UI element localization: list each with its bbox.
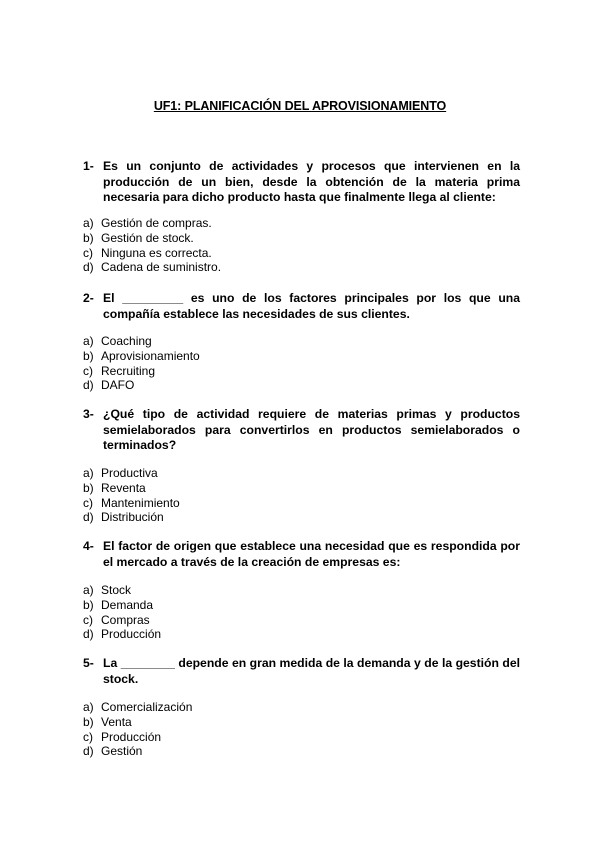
- option-letter: a): [83, 334, 94, 348]
- option-a: [83, 466, 180, 481]
- option-text: Demanda: [101, 597, 154, 612]
- option-d: [83, 744, 192, 759]
- option-letter: d): [83, 627, 94, 642]
- document-title: UF1: PLANIFICACIÓN DEL APROVISIONAMIENTO: [153, 99, 447, 113]
- option-letter: d): [83, 260, 94, 275]
- question-text: Es un conjunto de actividades y procesos que intervienen en la producción de un bien, desde la obtención de la materia prima necesaria para dicho producto hasta que finalmente llega al cliente:: [103, 159, 520, 204]
- question-text: La ________ depende en gran medida de la demanda y de la gestión del stock.: [103, 656, 520, 686]
- option-a: [83, 334, 200, 349]
- question-number: 5-: [83, 656, 94, 670]
- option-text: Comercialización: [101, 700, 193, 714]
- option-a: [83, 216, 221, 231]
- option-letter: b): [83, 348, 94, 363]
- question-2: [83, 291, 520, 322]
- question-5-options: [83, 700, 192, 759]
- option-text: Coaching: [101, 334, 152, 348]
- question-text: ¿Qué tipo de actividad requiere de materias primas y productos semielaborados para convertirlos en productos semielaborados o terminados?: [103, 407, 520, 452]
- option-c: [83, 496, 180, 511]
- option-text: Reventa: [101, 480, 146, 495]
- question-1-options: [83, 216, 221, 275]
- question-text: El factor de origen que establece una necesidad que es respondida por el mercado a través de la creación de empresas es:: [103, 539, 520, 569]
- option-letter: b): [83, 597, 94, 612]
- option-d: [83, 510, 180, 525]
- option-letter: c): [83, 612, 93, 627]
- question-header: [83, 291, 520, 322]
- option-letter: a): [83, 216, 94, 230]
- question-5: [83, 656, 520, 687]
- option-c: [83, 246, 221, 261]
- option-text: Distribución: [101, 510, 164, 525]
- option-c: [83, 730, 192, 745]
- question-header: [83, 539, 520, 570]
- option-text: Gestión de compras.: [101, 216, 212, 230]
- option-letter: a): [83, 466, 94, 480]
- option-b: [83, 481, 180, 496]
- option-text: Productiva: [101, 466, 158, 480]
- option-text: Gestión: [101, 744, 143, 759]
- option-letter: c): [83, 729, 93, 744]
- option-text: Producción: [101, 729, 162, 744]
- option-d: [83, 627, 161, 642]
- option-text: Stock: [101, 583, 132, 597]
- question-3: [83, 407, 520, 454]
- option-text: DAFO: [101, 378, 135, 393]
- option-a: [83, 583, 161, 598]
- option-a: [83, 700, 192, 715]
- option-letter: b): [83, 230, 94, 245]
- option-text: Gestión de stock.: [101, 230, 194, 245]
- question-header: [83, 656, 520, 687]
- option-letter: c): [83, 363, 93, 378]
- question-3-options: [83, 466, 180, 525]
- option-letter: d): [83, 744, 94, 759]
- question-number: 4-: [83, 539, 94, 553]
- option-c: [83, 613, 161, 628]
- option-letter: a): [83, 583, 94, 597]
- question-4-options: [83, 583, 161, 642]
- option-text: Cadena de suministro.: [101, 260, 222, 275]
- option-letter: d): [83, 510, 94, 525]
- question-number: 2-: [83, 291, 94, 305]
- option-text: Ninguna es correcta.: [101, 245, 212, 260]
- option-text: Compras: [101, 612, 150, 627]
- option-d: [83, 378, 200, 393]
- option-text: Mantenimiento: [101, 495, 180, 510]
- question-number: 3-: [83, 407, 94, 421]
- option-text: Producción: [101, 627, 162, 642]
- option-letter: c): [83, 495, 93, 510]
- option-b: [83, 598, 161, 613]
- option-letter: b): [83, 714, 94, 729]
- option-b: [83, 231, 221, 246]
- option-letter: b): [83, 480, 94, 495]
- option-text: Aprovisionamiento: [101, 348, 200, 363]
- option-letter: d): [83, 378, 94, 393]
- question-number: 1-: [83, 159, 94, 173]
- question-header: [83, 407, 520, 454]
- question-text: El _________ es uno de los factores principales por los que una compañía establece las necesidades de sus clientes.: [103, 291, 520, 321]
- option-b: [83, 349, 200, 364]
- question-4: [83, 539, 520, 570]
- option-text: Recruiting: [101, 363, 156, 378]
- option-letter: a): [83, 700, 94, 714]
- question-2-options: [83, 334, 200, 393]
- option-b: [83, 715, 192, 730]
- option-c: [83, 364, 200, 379]
- question-header: [83, 159, 520, 206]
- option-letter: c): [83, 245, 93, 260]
- option-d: [83, 260, 221, 275]
- question-1: [83, 159, 520, 206]
- option-text: Venta: [101, 714, 132, 729]
